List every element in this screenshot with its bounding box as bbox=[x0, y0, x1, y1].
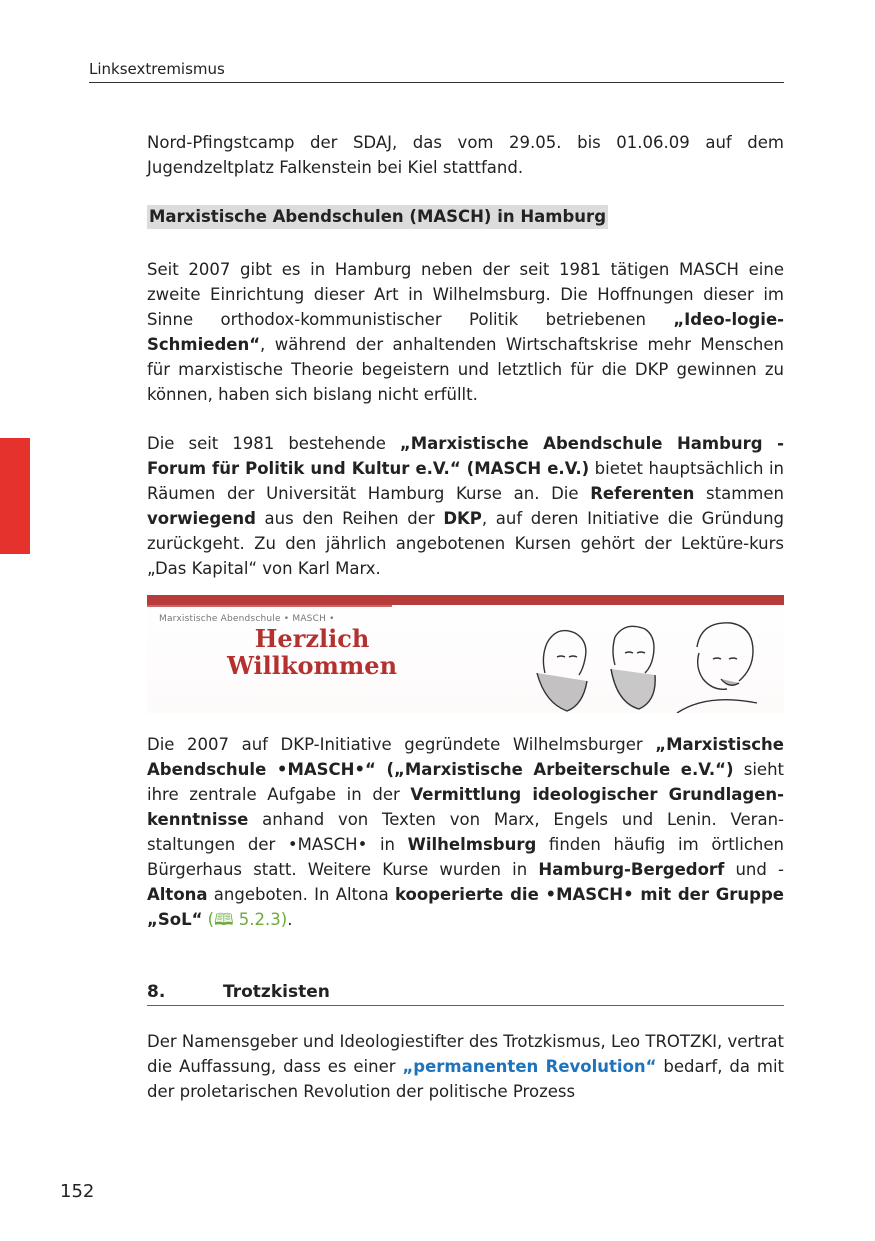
paragraph-masch-wilhelmsburg: Die 2007 auf DKP-Initiative gegründete Wilhelmsburger „Marxistische Abendschule •MASCH•“ („Marxistische Arbeiterschule e.V.“) sieht ihre zentrale Aufgabe in der Vermittlung ideologischer Grundlagen-kenntnisse anhand von Texten von Marx, Engels und Lenin. Veran-staltungen der •MASCH• in Wilhelmsburg finden häufig im örtlichen Bürgerhaus statt. Weitere Kurse wurden in Hamburg-Bergedorf und -Altona angeboten. In Altona kooperierte die •MASCH• mit der Gruppe „SoL“ (🕮 5.2.3). bbox=[147, 735, 784, 929]
banner-title-line2: Willkommen bbox=[227, 651, 398, 680]
banner-title-line1: Herzlich bbox=[254, 624, 370, 653]
page-number: 152 bbox=[60, 1181, 95, 1202]
section-number: 8. bbox=[147, 982, 166, 1002]
cross-reference-link[interactable]: 🕮 5.2.3) bbox=[214, 910, 288, 929]
masch-welcome-banner-image bbox=[147, 595, 784, 713]
paragraph-camp: Nord-Pfingstcamp der SDAJ, das vom 29.05. bis 01.06.09 auf dem Jugendzeltplatz Falkenstein bei Kiel stattfand. bbox=[147, 133, 784, 177]
banner-sub-rule bbox=[147, 605, 392, 607]
banner-top-rule bbox=[147, 595, 784, 605]
section-heading-trotzkisten bbox=[147, 980, 784, 1006]
chapter-tab-marker bbox=[0, 438, 30, 554]
paragraph-masch-intro: Seit 2007 gibt es in Hamburg neben der seit 1981 tätigen MASCH eine zweite Einrichtung dieser Art in Wilhelmsburg. Die Hoffnungen dieser im Sinne orthodox-kommunistischer Politik betriebenen „Ideo-logie-Schmieden“, während der anhaltenden Wirtschaftskrise mehr Menschen für marxistische Theorie begeistern und letztlich für die DKP gewinnen zu können, haben sich bislang nicht erfüllt. bbox=[147, 260, 784, 404]
paragraph-masch-hamburg: Die seit 1981 bestehende „Marxistische Abendschule Hamburg - Forum für Politik und Kultur e.V.“ (MASCH e.V.) bietet hauptsächlich in Räumen der Universität Hamburg Kurse an. Die Referenten stammen vorwiegend aus den Reihen der DKP, auf deren Initiative die Gründung zurückgeht. Zu den jährlich angebotenen Kursen gehört der Lektüre-kurs „Das Kapital“ von Karl Marx. bbox=[147, 434, 785, 578]
banner-title bbox=[227, 625, 397, 679]
subheading-masch: Marxistische Abendschulen (MASCH) in Hamburg bbox=[147, 205, 608, 229]
paragraph-trotzki: Der Namensgeber und Ideologiestifter des Trotzkismus, Leo TROTZKI, vertrat die Auffassung, dass es einer „permanenten Revolution“ bedarf, da mit der proletarischen Revolution der politische Prozess bbox=[147, 1032, 784, 1101]
highlight-term: „permanenten Revolution“ bbox=[402, 1057, 657, 1076]
banner-small-caption: Marxistische Abendschule • MASCH • bbox=[159, 614, 335, 624]
section-title: Trotzkisten bbox=[223, 982, 330, 1002]
portrait-sketch-icon bbox=[507, 613, 784, 713]
running-header: Linksextremismus bbox=[89, 60, 784, 83]
